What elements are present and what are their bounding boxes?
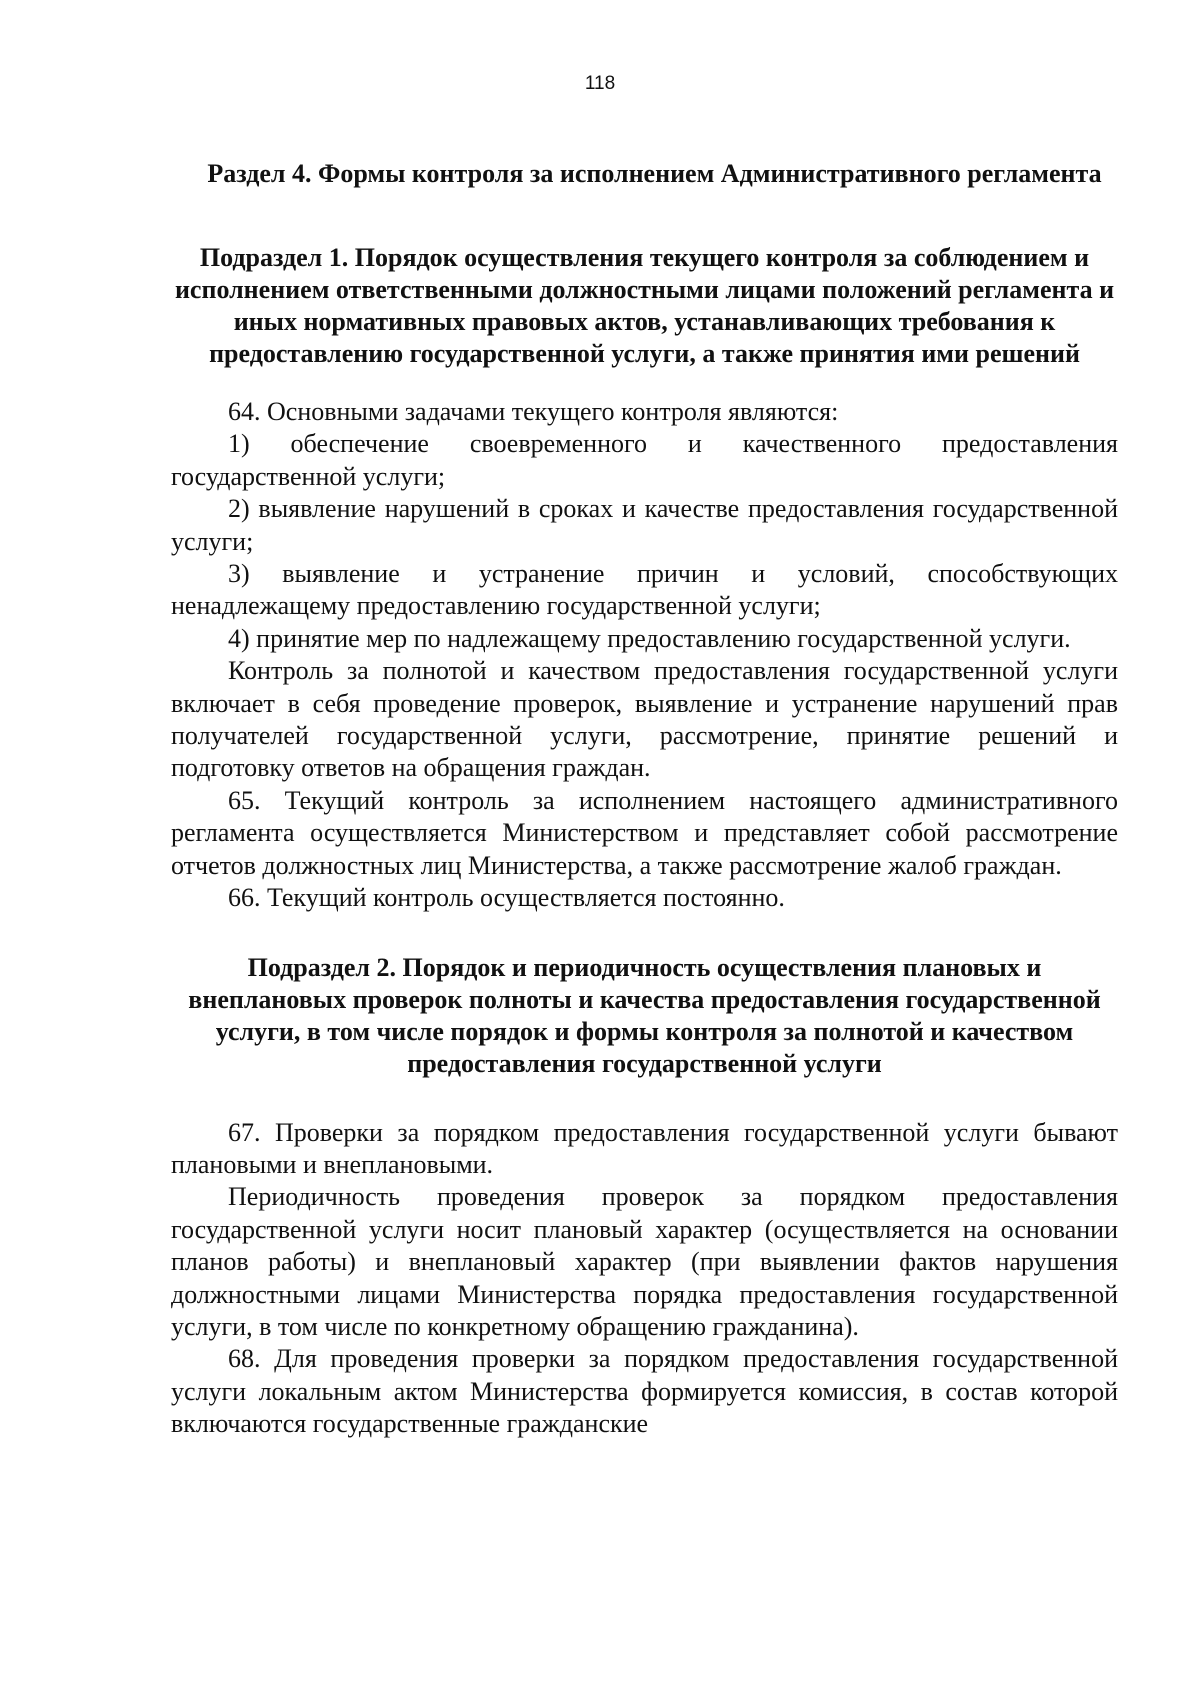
paragraph-64: 64. Основными задачами текущего контроля являются: bbox=[228, 397, 839, 426]
periodicity-paragraph: Периодичность проведения проверок за порядком предоставления государственной услуги носит плановый характер (осуществляется на основании планов работы) и внеплановый характер (при выявлении фактов нарушения должностными лицами Министерства порядка предоставления государственной услуги, в том числе по конкретному обращению гражданина). bbox=[171, 1182, 1118, 1341]
subsection-1-title: Подраздел 1. Порядок осуществления текущего контроля за соблюдением и исполнением ответственными должностными лицами положений регламента и иных нормативных правовых актов, устанавливающих требования к предоставлению государственной услуги, а также принятия ими решений bbox=[174, 243, 1115, 368]
paragraph-66: 66. Текущий контроль осуществляется постоянно. bbox=[228, 883, 785, 913]
paragraph-68: 68. Для проведения проверки за порядком предоставления государственной услуги локальным актом Министерства формируется комиссия, в состав которой включаются государственные гражданские bbox=[171, 1344, 1118, 1439]
page-number: 118 bbox=[584, 73, 616, 94]
list-item-1: 1) обеспечение своевременного и качественного предоставления государственной услуги; bbox=[171, 429, 1118, 491]
list-item-2: 2) выявление нарушений в сроках и качестве предоставления государственной услуги; bbox=[171, 494, 1118, 556]
page-content bbox=[171, 158, 1118, 1441]
section-title: Раздел 4. Формы контроля за исполнением Административного регламента bbox=[207, 159, 1102, 188]
subsection-2-title: Подраздел 2. Порядок и периодичность осуществления плановых и внеплановых проверок полноты и качества предоставления государственной услуги, в том числе порядок и формы контроля за полнотой и качеством предоставления государственной услуги bbox=[188, 952, 1101, 1078]
paragraph-65: 65. Текущий контроль за исполнением настоящего административного регламента осуществляется Министерством и представляет собой рассмотрение отчетов должностных лиц Министерства, а также рассмотрение жалоб граждан. bbox=[171, 785, 1118, 880]
paragraph-67: 67. Проверки за порядком предоставления государственной услуги бывают плановыми и внеплановыми. bbox=[171, 1117, 1118, 1179]
list-item-4: 4) принятие мер по надлежащему предоставлению государственной услуги. bbox=[228, 623, 1071, 653]
list-item-3: 3) выявление и устранение причин и условий, способствующих ненадлежащему предоставлению государственной услуги; bbox=[171, 559, 1118, 621]
control-paragraph: Контроль за полнотой и качеством предоставления государственной услуги включает в себя проведение проверок, выявление и устранение нарушений прав получателей государственной услуги, рассмотрение, принятие решений и подготовку ответов на обращения граждан. bbox=[171, 656, 1118, 783]
